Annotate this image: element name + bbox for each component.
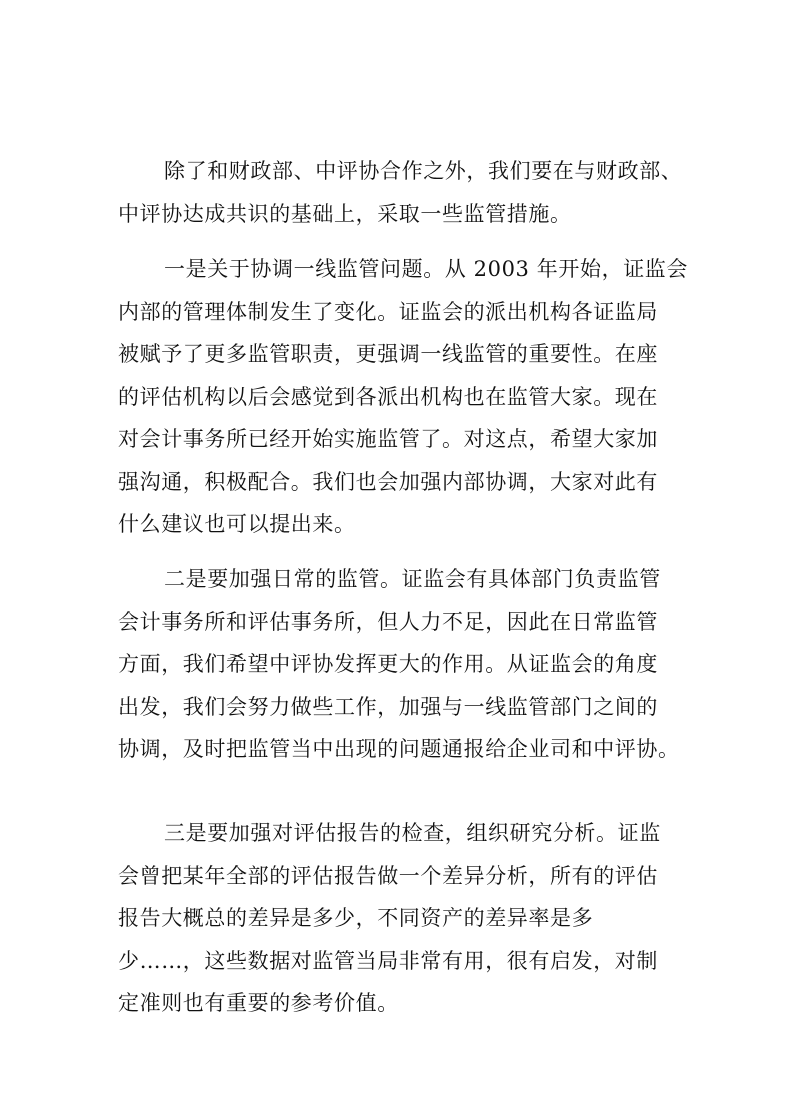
paragraph-report-inspection — [118, 812, 678, 1025]
text-line: 什么建议也可以提出来。 — [118, 512, 356, 536]
paragraph-cooperation — [118, 150, 683, 235]
text-line: 强沟通，积极配合。我们也会加强内部协调，大家对此有 — [118, 469, 658, 494]
text-line: 报告大概总的差异是多少，不同资产的差异率是多 — [118, 906, 594, 930]
text-line: 少……，这些数据对监管当局非常有用，很有启发，对制 — [118, 948, 658, 973]
text-line: 出发，我们会努力做些工作，加强与一线监管部门之间的 — [118, 694, 658, 719]
text-line: 对会计事务所已经开始实施监管了。对这点，希望大家加 — [118, 427, 658, 451]
text-line: 协调，及时把监管当中出现的问题通报给企业司和中评协。 — [118, 737, 680, 761]
text-line: 定准则也有重要的参考价值。 — [118, 991, 399, 1015]
text-line: 方面，我们希望中评协发挥更大的作用。从证监会的角度 — [118, 652, 658, 676]
text-line: 中评协达成共识的基础上，采取一些监管措施。 — [118, 201, 572, 226]
text-line: 会曾把某年全部的评估报告做一个差异分析，所有的评估 — [118, 863, 658, 888]
text-line: 的评估机构以后会感觉到各派出机构也在监管大家。现在 — [118, 384, 658, 409]
paragraph-frontline-supervision — [118, 248, 688, 546]
text-line: 一是关于协调一线监管问题。从 2003 年开始，证监会 — [164, 257, 688, 281]
paragraph-daily-supervision — [118, 558, 678, 771]
text-line: 三是要加强对评估报告的检查，组织研究分析。证监 — [164, 821, 661, 845]
text-line: 除了和财政部、中评协合作之外，我们要在与财政部、 — [164, 159, 683, 183]
text-line: 二是要加强日常的监管。证监会有具体部门负责监管 — [164, 567, 661, 591]
text-line: 内部的管理体制发生了变化。证监会的派出机构各证监局 — [118, 299, 658, 324]
text-line: 被赋予了更多监管职责，更强调一线监管的重要性。在座 — [118, 342, 658, 366]
text-line: 会计事务所和评估事务所，但人力不足，因此在日常监管 — [118, 609, 658, 634]
